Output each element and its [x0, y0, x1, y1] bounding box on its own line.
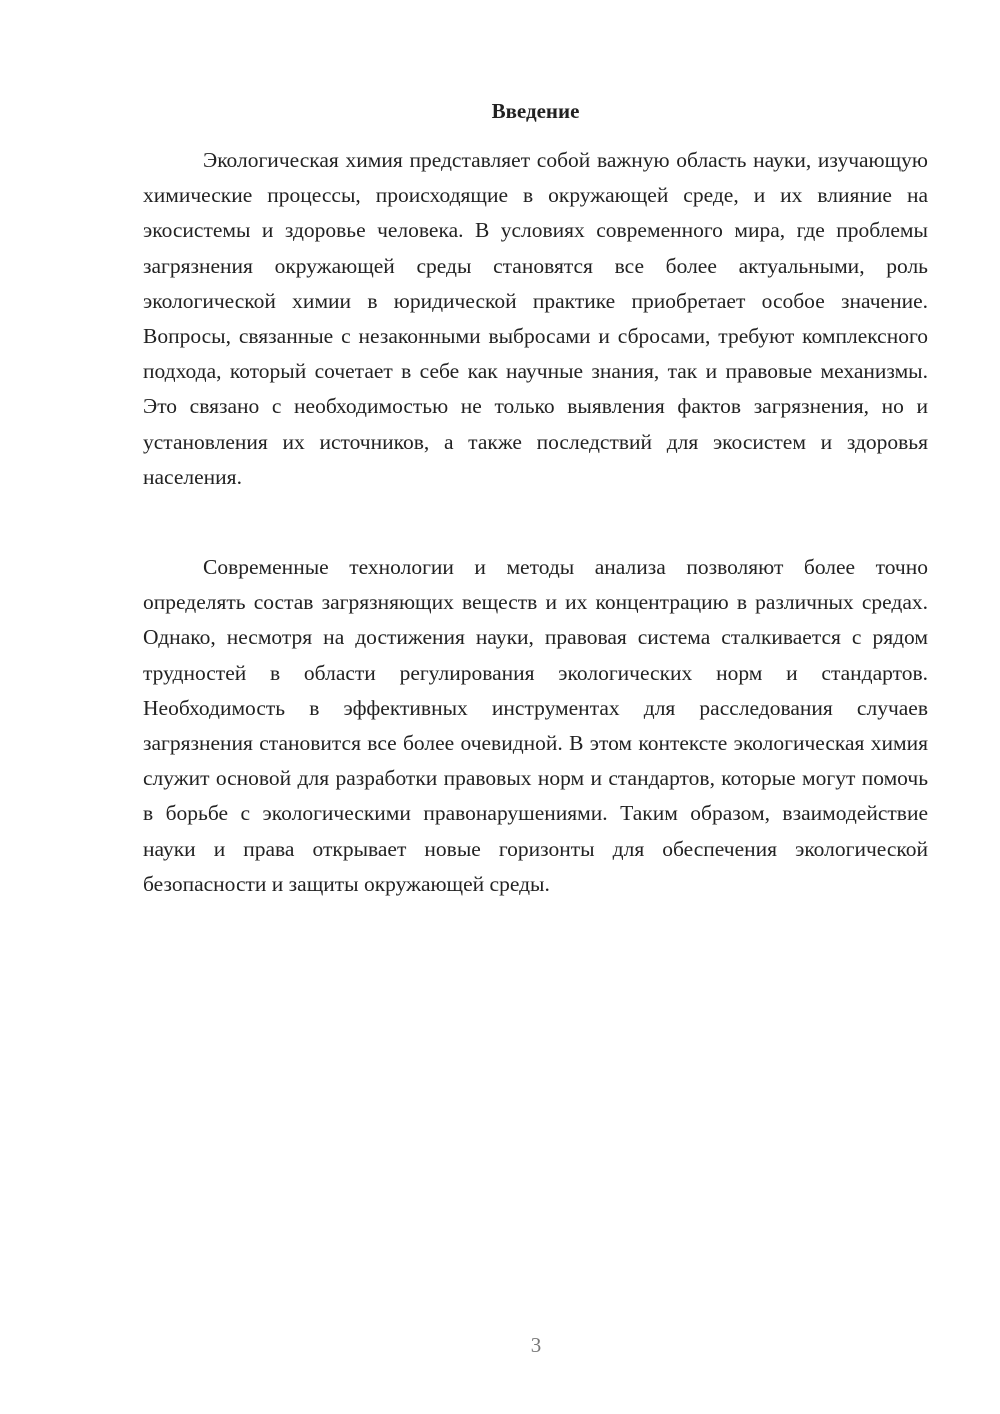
paragraph-1: Экологическая химия представляет собой важную область науки, изучающую химические процессы, происходящие в окружающей среде, и их влияние на экосистемы и здоровье человека. В условиях современного мира, где проблемы загрязнения окружающей среды становятся все более актуальными, роль экологической химии в юридической практике приобретает особое значение. Вопросы, связанные с незаконными выбросами и сбросами, требуют комплексного подхода, который сочетает в себе как научные знания, так и правовые механизмы. Это связано с необходимостью не только выявления фактов загрязнения, но и установления их источников, а также последствий для экосистем и здоровья населения. — [143, 148, 928, 489]
page-number: 3 — [530, 1333, 542, 1357]
paragraph-2: Современные технологии и методы анализа позволяют более точно определять состав загрязняющих веществ и их концентрацию в различных средах. Однако, несмотря на достижения науки, правовая система сталкивается с рядом трудностей в области регулирования экологических норм и стандартов. Необходимость в эффективных инструментах для расследования случаев загрязнения становится все более очевидной. В этом контексте экологическая химия служит основой для разработки правовых норм и стандартов, которые могут помочь в борьбе с экологическими правонарушениями. Таким образом, взаимодействие науки и права открывает новые горизонты для обеспечения экологической безопасности и защиты окружающей среды. — [143, 555, 928, 896]
section-heading: Введение — [491, 99, 580, 123]
